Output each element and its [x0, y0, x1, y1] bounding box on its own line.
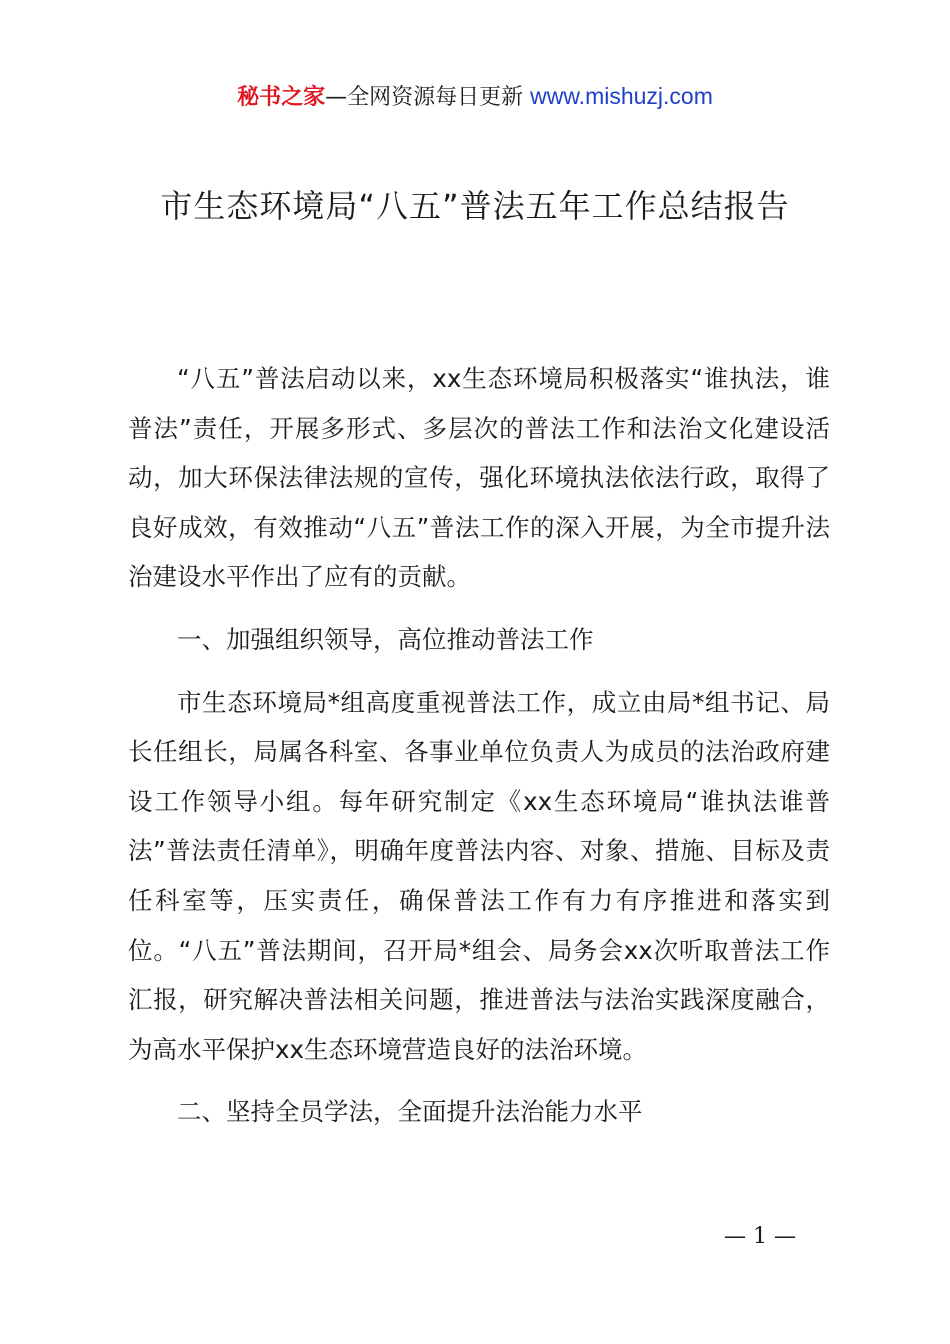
header-slogan: —全网资源每日更新 [325, 85, 531, 110]
document-title: 市生态环境局“八五”普法五年工作总结报告 [160, 187, 790, 225]
section-1-paragraph: 市生态环境局*组高度重视普法工作，成立由局*组书记、局长任组长，局属各科室、各事业单位负责人为成员的法治政府建设工作领导小组。每年研究制定《xx生态环境局“谁执法谁普法”普法责任清单》，明确年度普法内容、对象、措施、目标及责任科室等，压实责任，确保普法工作有力有序推进和落实到位。“八五”普法期间，召开局*组会、局务会xx次听取普法工作汇报，研究解决普法相关问题，推进普法与法治实践深度融合，为高水平保护xx生态环境营造良好的法治环境。 [128, 687, 830, 1064]
brand-name: 秘书之家 [237, 85, 326, 110]
intro-paragraph: “八五”普法启动以来，xx生态环境局积极落实“谁执法，谁普法”责任，开展多形式、多层次的普法工作和法治文化建设活动，加大环保法律法规的宣传，强化环境执法依法行政，取得了良好成效，有效推动“八五”普法工作的深入开展，为全市提升法治建设水平作出了应有的贡献。 [128, 364, 830, 592]
document-body [128, 354, 830, 1150]
section-heading-1: 一、加强组织领导，高位推动普法工作 [177, 624, 594, 654]
page-number: — 1 — [724, 1224, 796, 1249]
section-heading-2: 二、坚持全员学法，全面提升法治能力水平 [177, 1097, 643, 1127]
site-header [0, 80, 950, 114]
site-url-link[interactable]: www.mishuzj.com [530, 83, 713, 109]
